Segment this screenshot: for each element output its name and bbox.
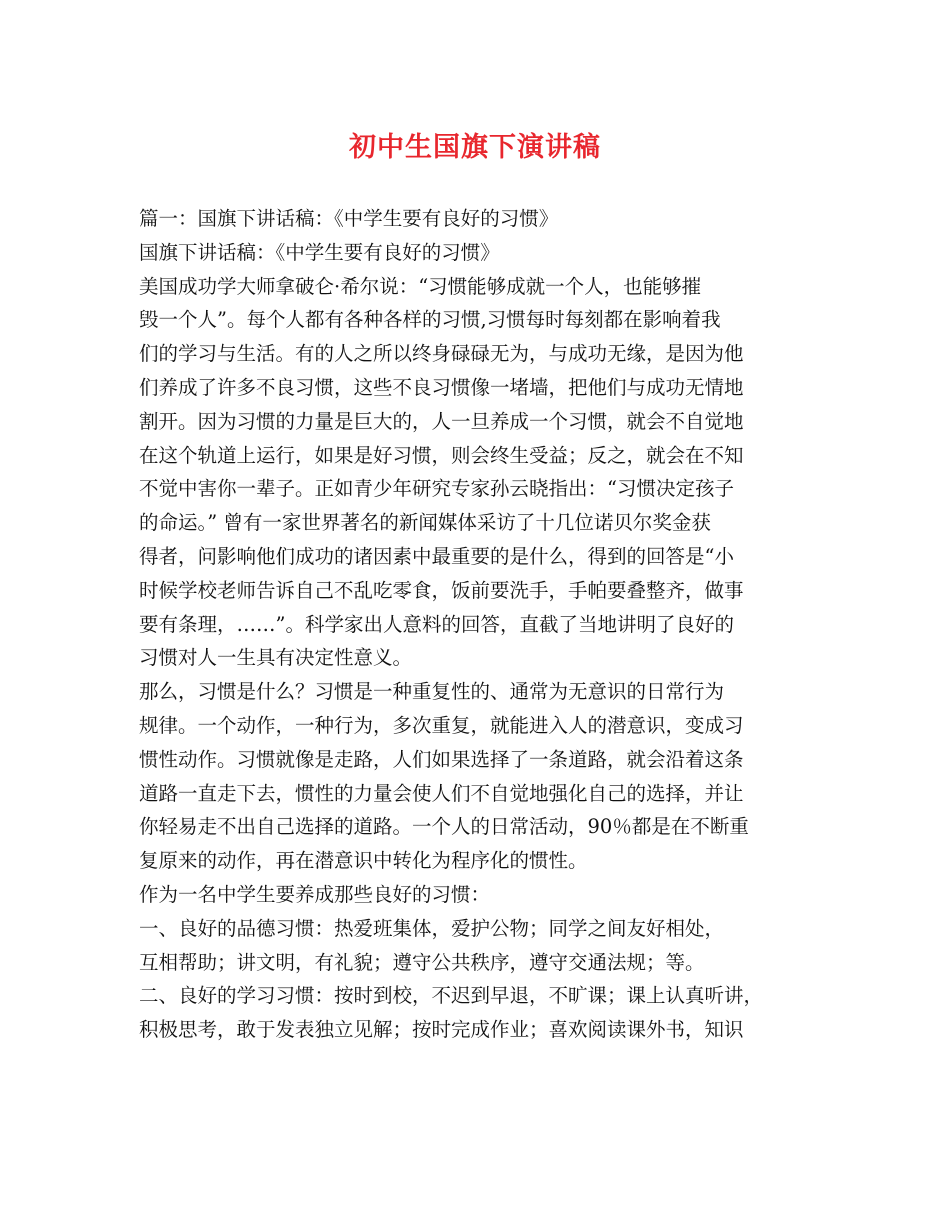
text-line: 要有条理，……”。科学家出人意料的回答，直截了当地讲明了良好的 <box>139 612 734 636</box>
document-title: 初中生国旗下演讲稿 <box>349 132 601 163</box>
text-line: 互相帮助；讲文明，有礼貌；遵守公共秩序，遵守交通法规；等。 <box>139 950 705 974</box>
text-line: 不觉中害你一辈子。正如青少年研究专家孙云晓指出：“习惯决定孩子 <box>139 477 734 501</box>
document-body <box>139 202 815 1047</box>
text-line: 得者，问影响他们成功的诸因素中最重要的是什么，得到的回答是“小 <box>139 544 734 568</box>
text-line: 道路一直走下去，惯性的力量会使人们不自觉地强化自己的选择，并让 <box>139 781 744 805</box>
text-line: 毁一个人”。每个人都有各种各样的习惯,习惯每时每刻都在影响着我 <box>139 308 721 332</box>
text-line: 那么，习惯是什么？习惯是一种重复性的、通常为无意识的日常行为 <box>139 680 725 704</box>
text-line: 时候学校老师告诉自己不乱吃零食，饭前要洗手，手帕要叠整齐，做事 <box>139 578 744 602</box>
text-line: 规律。一个动作，一种行为，多次重复，就能进入人的潜意识，变成习 <box>139 713 744 737</box>
text-line: 篇一：国旗下讲话稿：《中学生要有良好的习惯》 <box>139 207 559 230</box>
text-line: 一、良好的品德习惯：热爱班集体，爱护公物；同学之间友好相处， <box>139 916 725 940</box>
text-line: 习惯对人一生具有决定性意义。 <box>139 646 413 670</box>
text-line: 复原来的动作，再在潜意识中转化为程序化的惯性。 <box>139 849 588 873</box>
text-line: 美国成功学大师拿破仑·希尔说：“习惯能够成就一个人，也能够摧 <box>139 274 702 298</box>
text-line: 积极思考，敢于发表独立见解；按时完成作业；喜欢阅读课外书，知识 <box>139 1018 744 1042</box>
text-line: 惯性动作。习惯就像是走路，人们如果选择了一条道路，就会沿着这条 <box>139 747 744 771</box>
text-line: 割开。因为习惯的力量是巨大的，人一旦养成一个习惯，就会不自觉地 <box>139 409 744 433</box>
text-line: 的命运。” 曾有一家世界著名的新闻媒体采访了十几位诺贝尔奖金获 <box>139 511 711 535</box>
text-line: 你轻易走不出自己选择的道路。一个人的日常活动，90％都是在不断重 <box>139 815 749 839</box>
text-line: 国旗下讲话稿：《中学生要有良好的习惯》 <box>139 240 500 264</box>
text-line: 们的学习与生活。有的人之所以终身碌碌无为，与成功无缘，是因为他 <box>139 342 744 366</box>
text-line: 二、良好的学习习惯：按时到校，不迟到早退，不旷课；课上认真听讲， <box>139 984 764 1008</box>
text-line: 在这个轨道上运行，如果是好习惯，则会终生受益；反之，就会在不知 <box>139 443 744 467</box>
text-line: 作为一名中学生要养成那些良好的习惯： <box>139 882 491 906</box>
text-line: 们养成了许多不良习惯，这些不良习惯像一堵墙，把他们与成功无情地 <box>139 375 744 399</box>
